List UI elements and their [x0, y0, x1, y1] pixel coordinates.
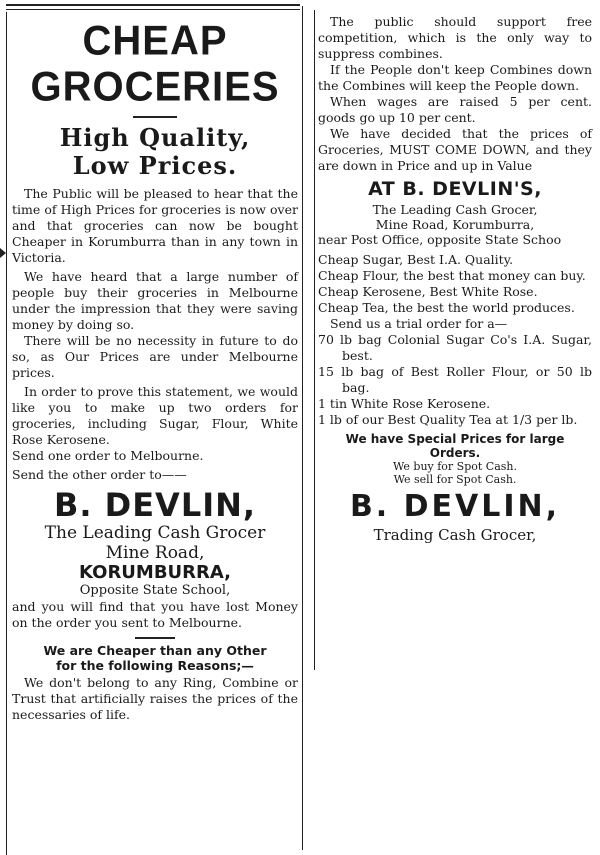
reasons-heading-2: for the following Reasons;— — [56, 658, 254, 673]
right-advertisement — [318, 14, 592, 544]
paragraph-melbourne: We have heard that a large number of people buy their groceries in Melbourne under the impression that they were saving money by doing so. — [12, 269, 298, 332]
address-near: near Post Office, opposite State Schoo — [318, 232, 562, 247]
paragraph-prices-down: We have decided that the prices of Groceries, MUST COME DOWN, and they are down in Price and up in Value — [318, 126, 592, 173]
headline-groceries: GROCERIES — [30, 63, 280, 111]
left-column-border — [6, 12, 7, 855]
sell-spot-cash: We sell for Spot Cash. — [393, 473, 517, 486]
special-prices-1: We have Special Prices for large — [345, 432, 565, 446]
grocer-name: B. DEVLIN, — [53, 486, 257, 524]
paragraph-combines: If the People don't keep Combines down the Combines will keep the People down. — [318, 62, 592, 93]
subheading-prices: Low Prices. — [72, 151, 238, 180]
trading-grocer-title: Trading Cash Grocer, — [373, 526, 537, 544]
paragraph-send-other: Send the other order to—— — [12, 467, 187, 482]
special-prices-2: Orders. — [429, 446, 481, 460]
item-flour: Cheap Flour, the best that money can buy. — [318, 268, 586, 283]
grocer-location: Opposite State School, — [79, 583, 231, 598]
order-flour: 15 lb bag of Best Roller Flour, or 50 lb bag. — [318, 364, 592, 395]
left-advertisement — [12, 18, 298, 723]
subheading-quality: High Quality, — [59, 123, 251, 152]
paragraph-intro: The Public will be pleased to hear that the time of High Prices for groceries is now over and that groceries can now be bought Cheaper in Korumburra than in any town in Victoria. — [12, 186, 298, 265]
item-tea: Cheap Tea, the best the world produces. — [318, 300, 575, 315]
top-rule — [6, 4, 300, 6]
order-tea: 1 lb of our Best Quality Tea at 1/3 per lb. — [318, 412, 578, 427]
order-sugar: 70 lb bag Colonial Sugar Co's I.A. Sugar, best. — [318, 332, 592, 363]
divider-rule — [133, 116, 177, 118]
page-edge-marker — [0, 248, 6, 258]
at-devlins-heading: AT B. DEVLIN'S, — [368, 178, 542, 200]
column-divider — [302, 6, 303, 850]
address-title: The Leading Cash Grocer, — [372, 202, 538, 217]
paragraph-lost-money: and you will find that you have lost Money on the order you sent to Melbourne. — [12, 599, 298, 630]
item-sugar: Cheap Sugar, Best I.A. Quality. — [318, 252, 514, 267]
address-road: Mine Road, Korumburra, — [375, 217, 535, 232]
paragraph-competition: The public should support free competition, which is the only way to suppress combines. — [318, 14, 592, 61]
paragraph-prove: In order to prove this statement, we would like you to make up two orders for groceries, including Sugar, Flour, White Rose Kerosene. — [12, 384, 298, 447]
paragraph-wages: When wages are raised 5 per cent. goods go up 10 per cent. — [318, 94, 592, 125]
right-column-border — [314, 10, 315, 670]
reasons-heading-1: We are Cheaper than any Other — [43, 643, 267, 658]
trading-grocer-name: B. DEVLIN, — [349, 489, 561, 524]
grocer-road: Mine Road, — [105, 543, 205, 563]
grocer-town: KORUMBURRA, — [79, 562, 231, 583]
divider-rule-2 — [135, 637, 175, 639]
top-rule-thin — [6, 9, 300, 10]
item-kerosene: Cheap Kerosene, Best White Rose. — [318, 284, 538, 299]
headline-cheap: CHEAP — [82, 17, 228, 65]
paragraph-send-one: Send one order to Melbourne. — [12, 448, 204, 463]
paragraph-necessity: There will be no necessity in future to do so, as Our Prices are under Melbourne prices. — [12, 333, 298, 380]
paragraph-no-ring: We don't belong to any Ring, Combine or Trust that artificially raises the prices of the necessaries of life. — [12, 675, 298, 722]
buy-spot-cash: We buy for Spot Cash. — [392, 460, 518, 473]
trial-order: Send us a trial order for a— — [330, 316, 508, 331]
grocer-title: The Leading Cash Grocer — [44, 523, 266, 543]
order-kerosene: 1 tin White Rose Kerosene. — [318, 396, 491, 411]
